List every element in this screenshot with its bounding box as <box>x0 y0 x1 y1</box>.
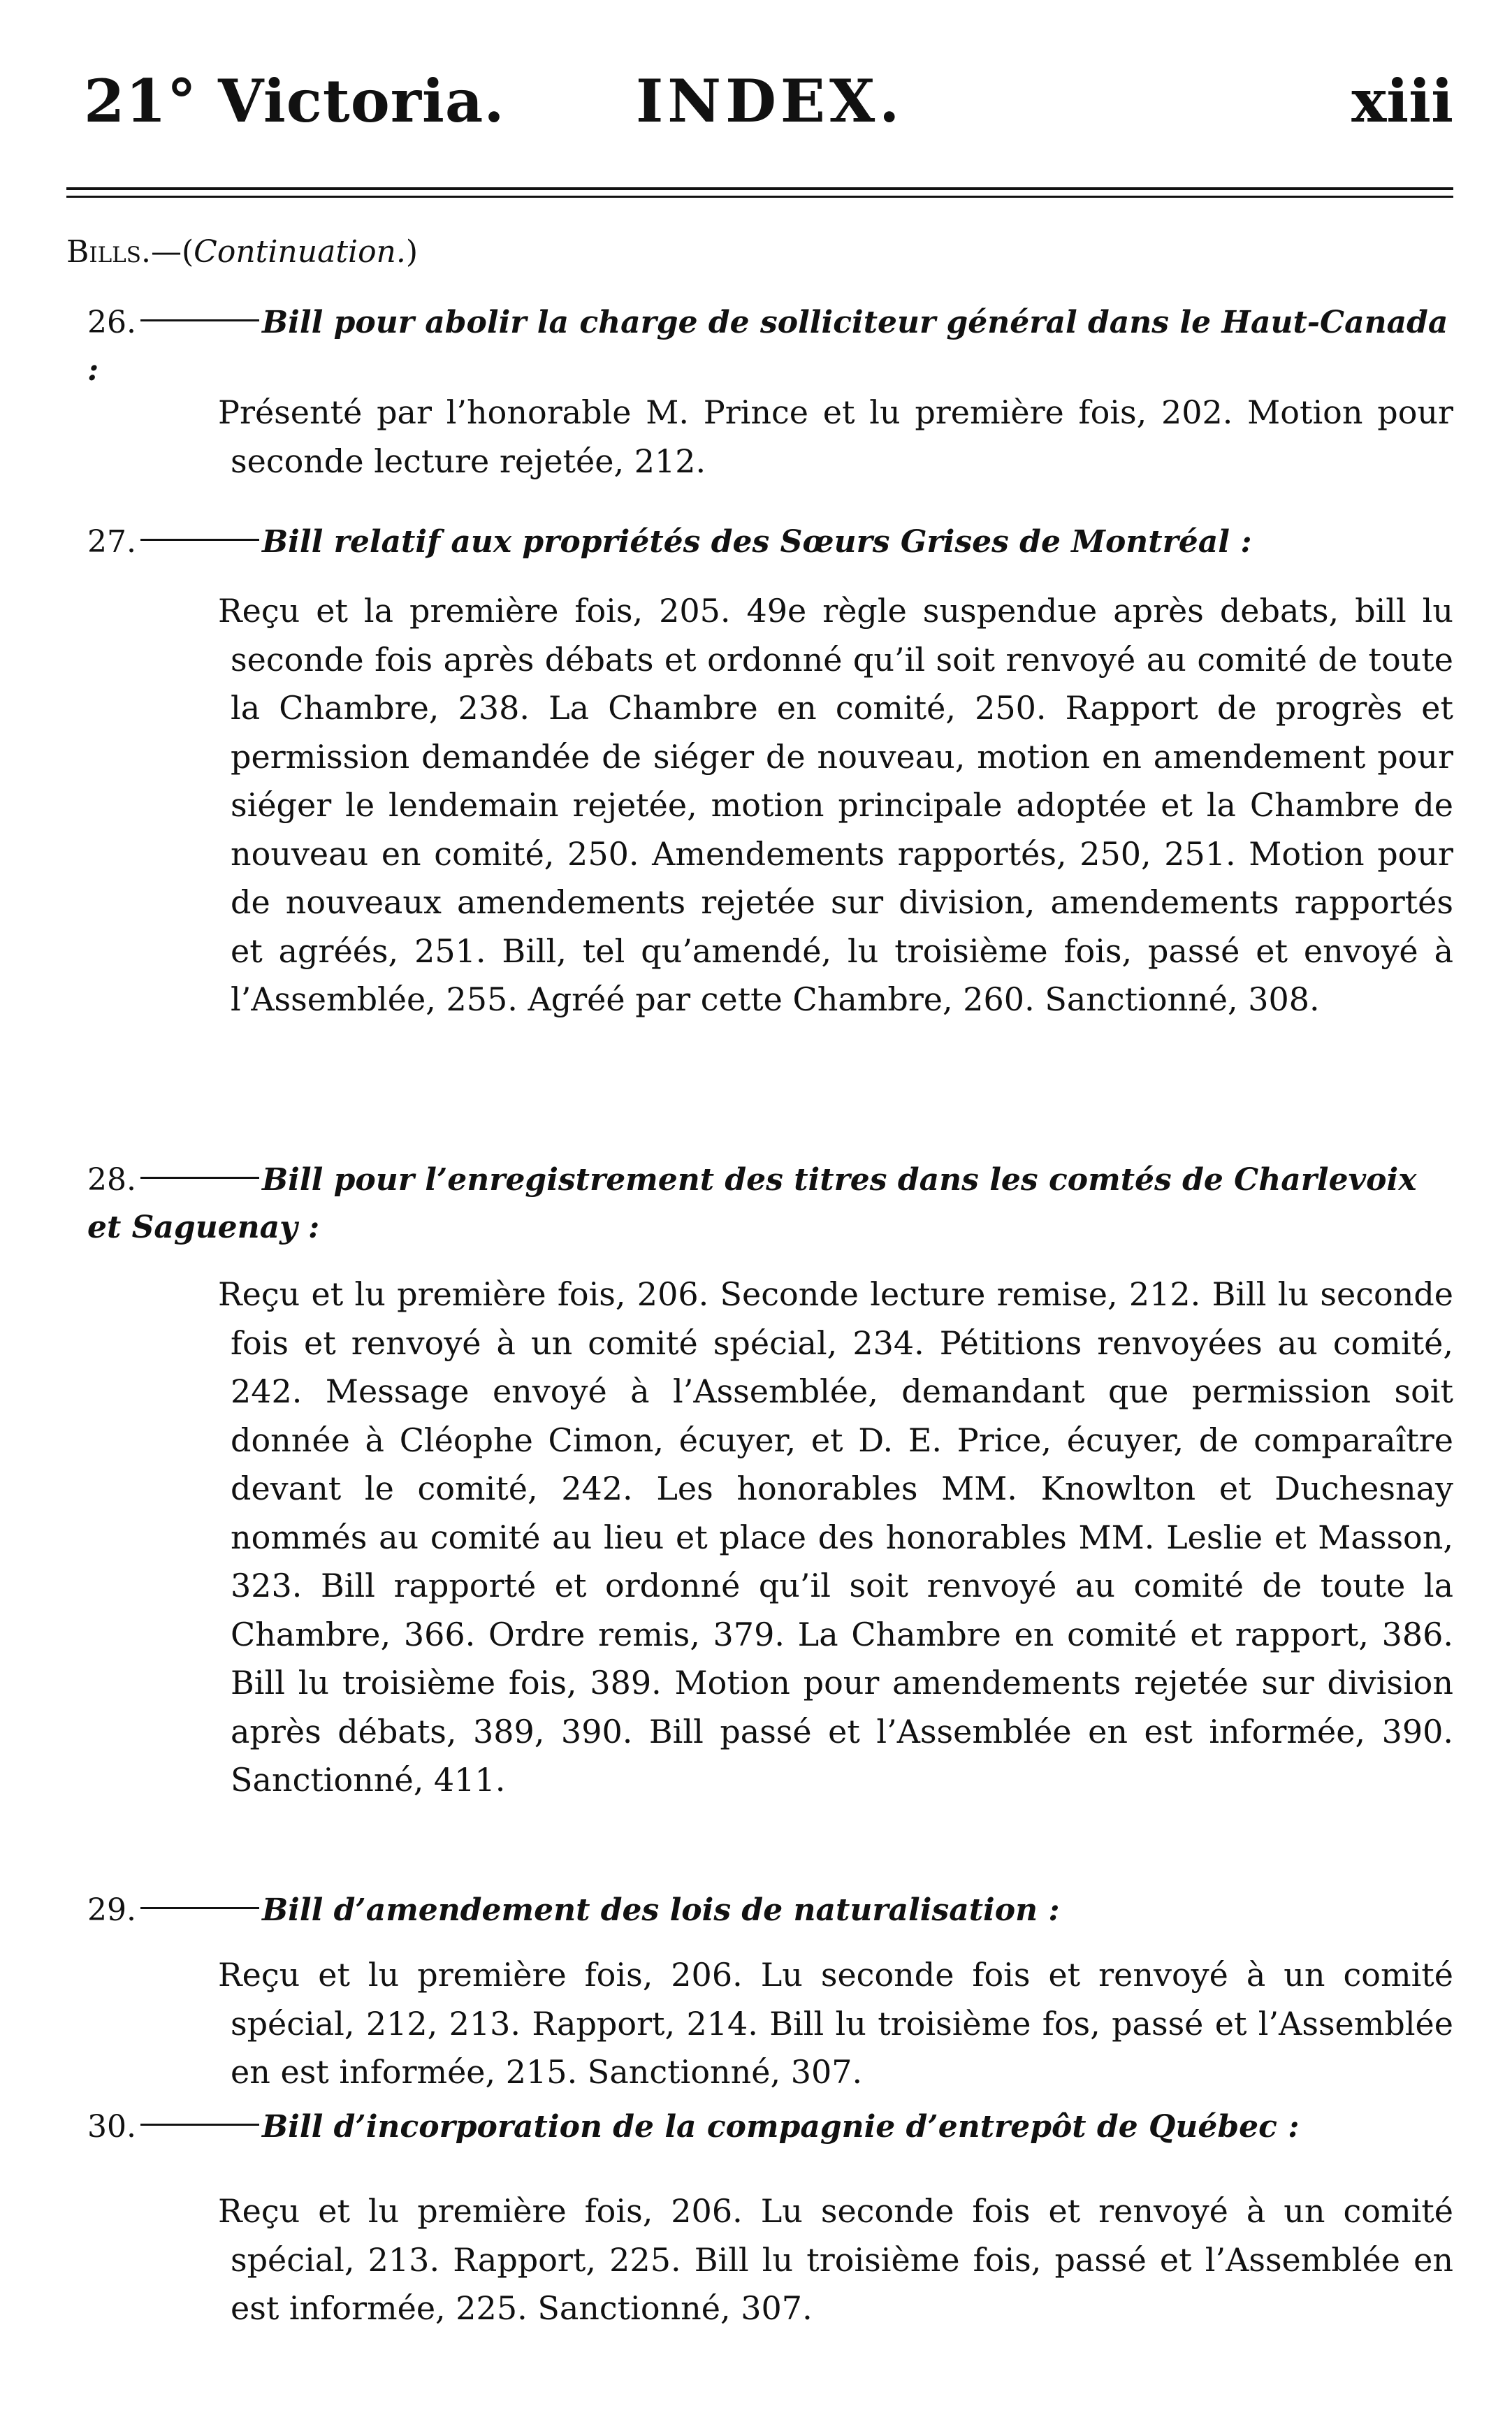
entry-number: 28. <box>87 1162 136 1198</box>
section-continuation: Continuation. <box>194 234 406 270</box>
entry-body: Reçu et lu première fois, 206. Lu seconde fois et renvoyé à un comité spécial, 213. Rapport, 225. Bill lu troisième fois, passé et l’Assemblée en est informée, 225. Sanctionné, 307. <box>218 2192 1453 2327</box>
section-close: ) <box>405 234 419 270</box>
section-separator: .—( <box>141 234 194 270</box>
section-heading <box>66 234 418 270</box>
header-rule-top <box>66 187 1453 190</box>
entry-dash <box>140 539 259 541</box>
page-number: xiii <box>1351 66 1453 136</box>
entry-body: Reçu et lu première fois, 206. Seconde lecture remise, 212. Bill lu seconde fois et renvoyé à un comité spécial, 234. Pétitions renvoyées au comité, 242. Message envoyé à l’Assemblée, demandant que permission soit donnée à Cléophe Cimon, écuyer, et D. E. Price, écuyer, de comparaître devant le comité, 242. Les honorables MM. Knowlton et Duchesnay nommés au comité au lieu et place des honorables MM. Leslie et Masson, 323. Bill rapporté et ordonné qu’il soit renvoyé au comité de toute la Chambre, 366. Ordre remis, 379. La Chambre en comité et rapport, 386. Bill lu troisième fois, 389. Motion pour amendements rejetée sur division après débats, 389, 390. Bill passé et l’Assemblée en est informée, 390. Sanctionné, 411. <box>218 1275 1453 1799</box>
entry-dash <box>140 319 259 321</box>
entry-title <box>87 519 1457 566</box>
entry-title <box>87 1887 1457 1934</box>
section-label: Bills <box>66 234 141 270</box>
entry-title <box>87 2103 1457 2151</box>
entry-number: 30. <box>87 2109 136 2145</box>
header-rule-bottom <box>66 196 1453 198</box>
entry-number: 26. <box>87 305 136 340</box>
entry-body: Présenté par l’honorable M. Prince et lu première fois, 202. Motion pour seconde lecture rejetée, 212. <box>218 393 1453 480</box>
entry-title <box>87 299 1457 394</box>
entry-dash <box>140 1177 259 1179</box>
page-title: INDEX. <box>636 66 904 136</box>
session-label: 21° Victoria. <box>84 66 505 136</box>
entry-dash <box>140 1907 259 1909</box>
running-head <box>84 66 1453 143</box>
entry-title <box>87 1157 1457 1252</box>
entry-body: Reçu et lu première fois, 206. Lu seconde fois et renvoyé à un comité spécial, 212, 213. Rapport, 214. Bill lu troisième fos, passé et l’Assemblée en est informée, 215. Sanctionné, 307. <box>218 1956 1453 2091</box>
entry-body: Reçu et la première fois, 205. 49e règle suspendue après debats, bill lu seconde fois après débats et ordonné qu’il soit renvoyé au comité de toute la Chambre, 238. La Chambre en comité, 250. Rapport de progrès et permission demandée de siéger de nouveau, motion en amendement pour siéger le lendemain rejetée, motion principale adoptée et la Chambre de nouveau en comité, 250. Amendements rapportés, 250, 251. Motion pour de nouveaux amendements rejetée sur division, amendements rapportés et agréés, 251. Bill, tel qu’amendé, lu troisième fois, passé et envoyé à l’Assemblée, 255. Agréé par cette Chambre, 260. Sanctionné, 308. <box>218 592 1453 1018</box>
entry-title-text: Bill pour abolir la charge de solliciteur général dans le Haut-Canada : <box>87 305 1448 388</box>
entry-title-text: Bill d’incorporation de la compagnie d’entrepôt de Québec : <box>261 2109 1300 2145</box>
entry-dash <box>140 2124 259 2126</box>
entry-title-text: Bill pour l’enregistrement des titres dans les comtés de Charlevoix et Saguenay : <box>87 1162 1417 1245</box>
entry-number: 27. <box>87 524 136 560</box>
entry-title-text: Bill relatif aux propriétés des Sœurs Grises de Montréal : <box>261 524 1252 560</box>
entry-title-text: Bill d’amendement des lois de naturalisation : <box>261 1892 1060 1928</box>
entry-number: 29. <box>87 1892 136 1928</box>
